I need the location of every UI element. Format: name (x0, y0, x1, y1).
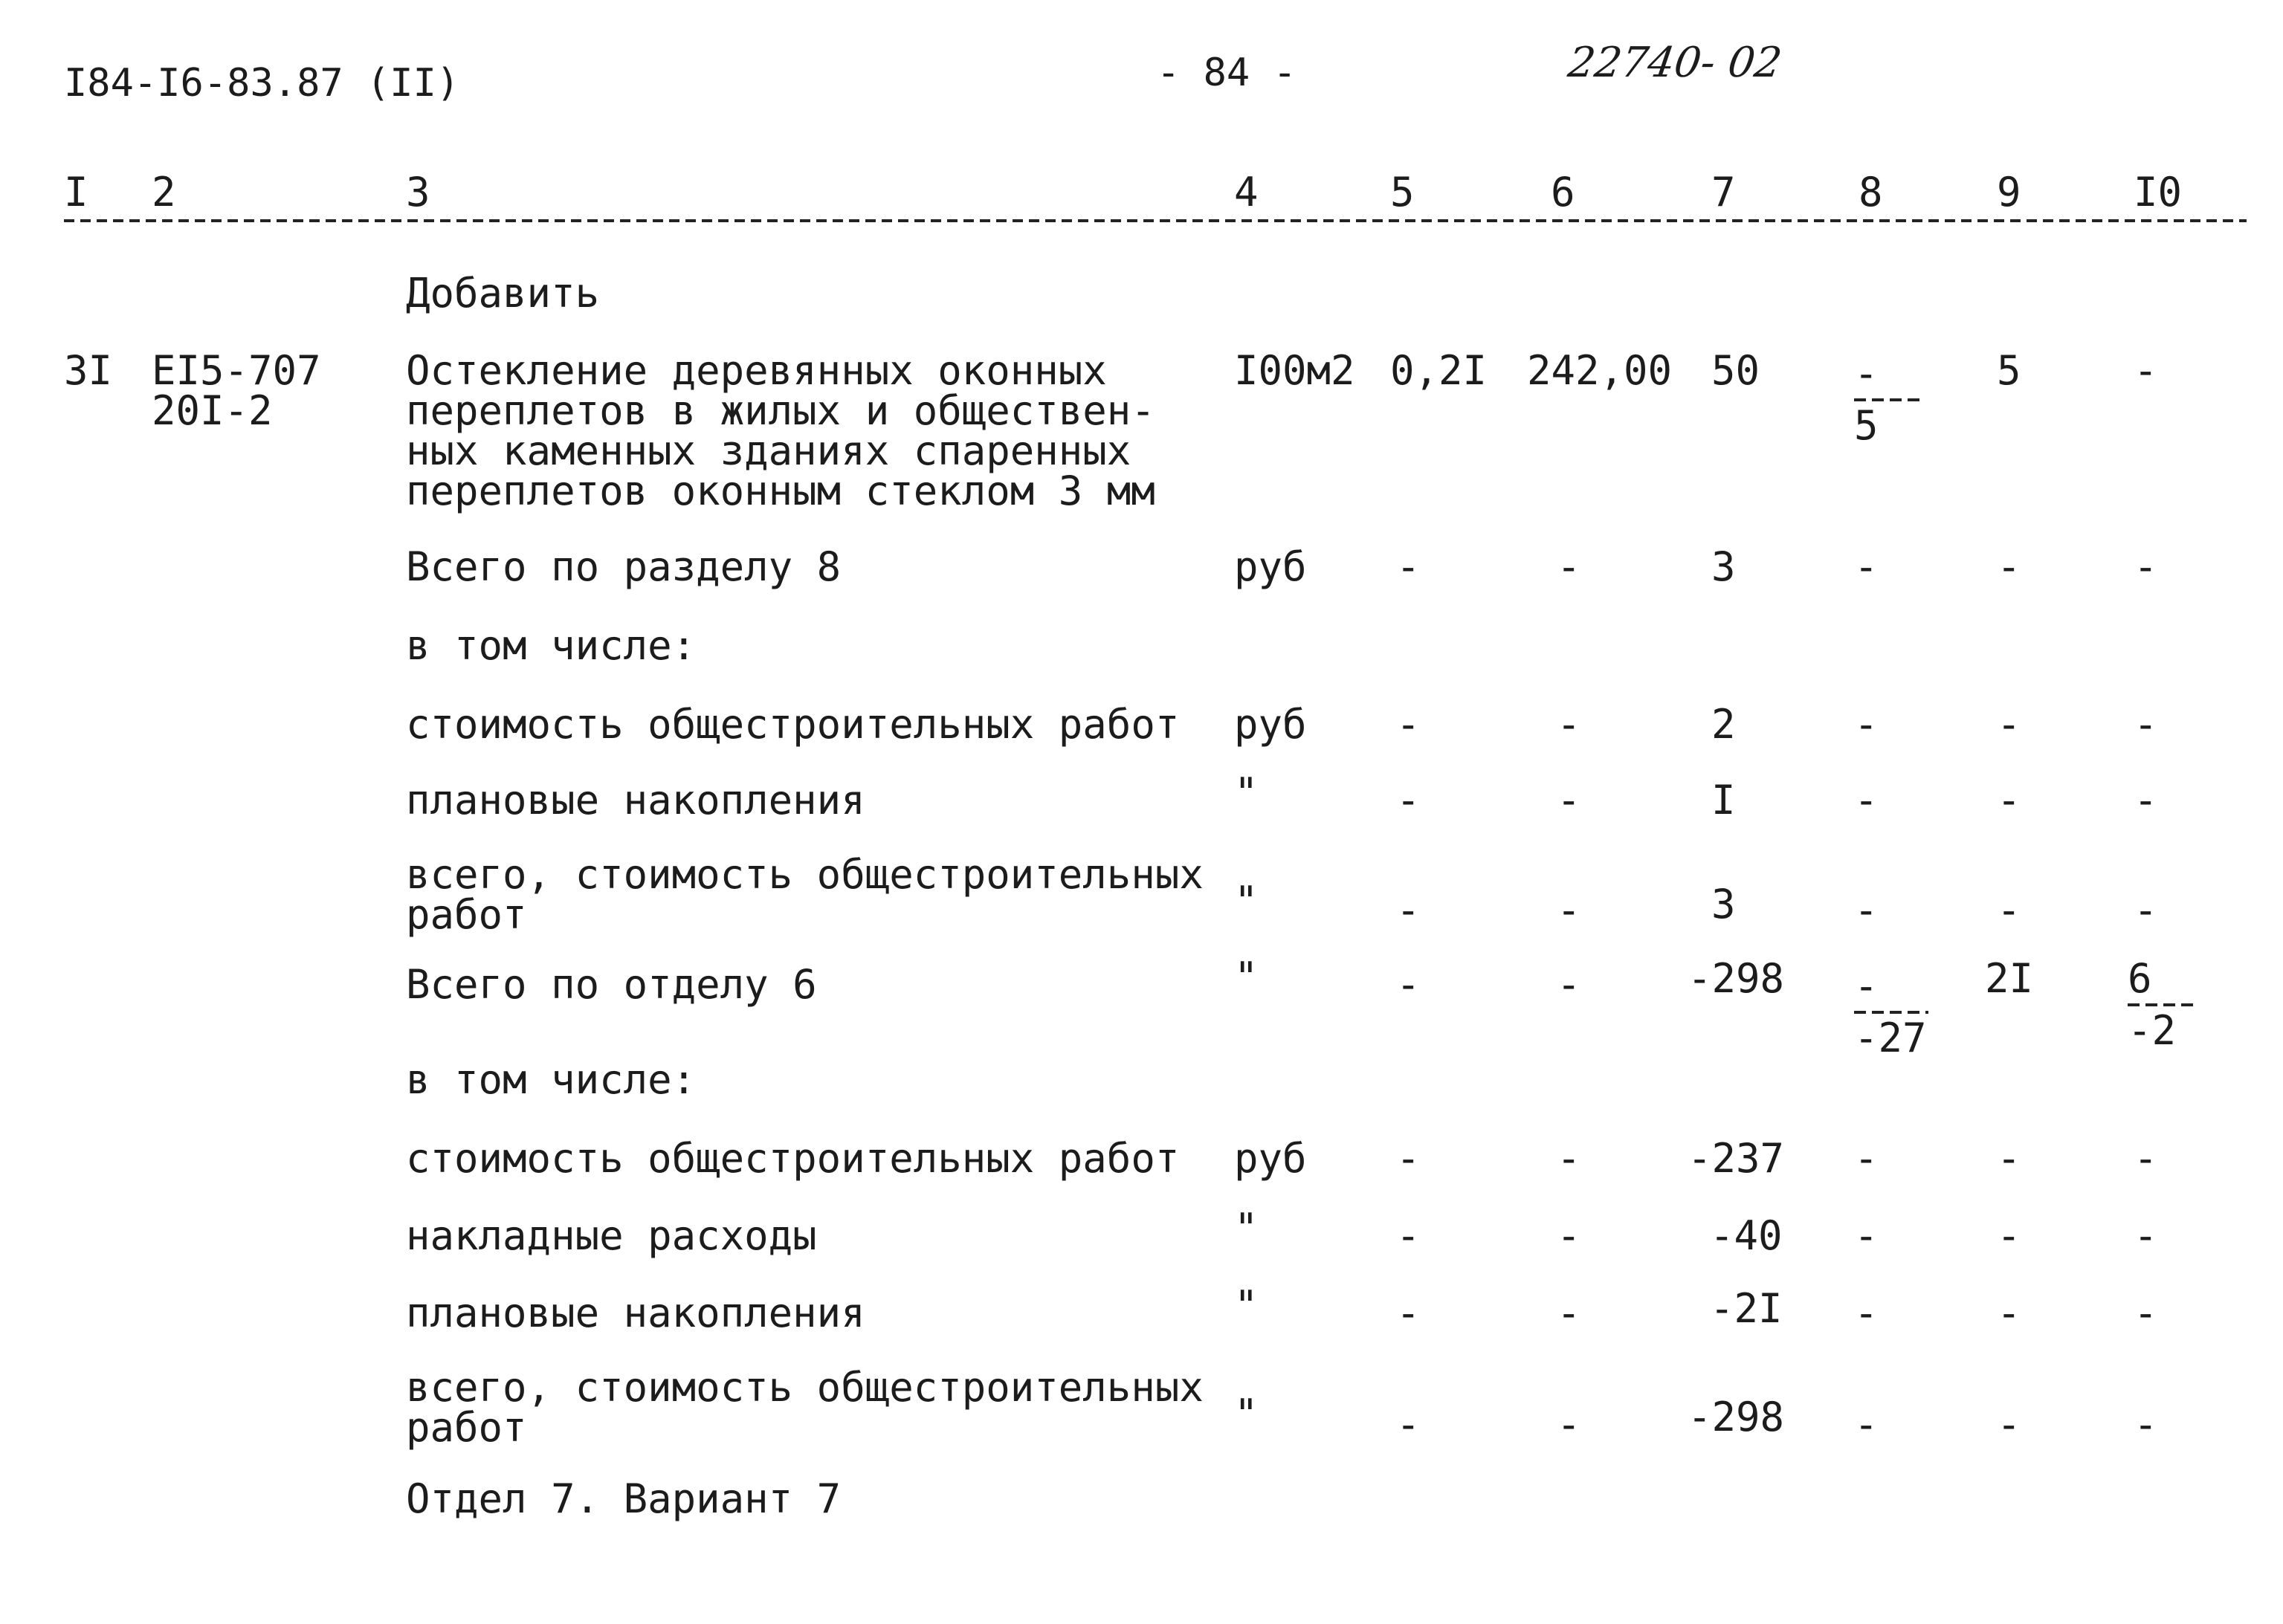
rate-code: EI5-707 (152, 347, 321, 394)
column-header-2: 2 (152, 169, 176, 216)
column-header-3: 3 (406, 169, 430, 216)
fraction-bar (1854, 1011, 1928, 1014)
column-10-value: - (2134, 887, 2158, 934)
column-9-value: - (1997, 887, 2021, 934)
column-8-value: - (1854, 887, 1879, 934)
column-header-8: 8 (1859, 169, 1883, 216)
column-5-value: - (1396, 1290, 1421, 1336)
row-label: всего, стоимость общестроительных (406, 1364, 1204, 1411)
column-header-7: 7 (1711, 169, 1736, 216)
column-9-value: - (1997, 543, 2021, 590)
total-cost: -298 (1688, 1394, 1785, 1440)
unit: руб (1234, 543, 1307, 590)
column-10-value: - (2134, 347, 2158, 394)
row-label: всего, стоимость общестроительных (406, 851, 1204, 898)
column-6-value: - (1557, 1290, 1581, 1336)
column-10-value: - (2134, 1401, 2158, 1448)
column-5-value: - (1396, 961, 1421, 1008)
total-cost: I (1711, 777, 1736, 824)
column-header-10: I0 (2134, 169, 2183, 216)
quantity: 0,2I (1390, 347, 1488, 394)
column-9-value: - (1997, 1135, 2021, 1182)
row-label: накладные расходы (406, 1212, 817, 1259)
column-10-value: - (2134, 701, 2158, 748)
fraction-bar (1854, 398, 1921, 401)
total-cost: -2I (1710, 1285, 1783, 1332)
column-8-value: - (1854, 1212, 1879, 1259)
column-9-value: 5 (1997, 347, 2021, 394)
column-10-value: - (2134, 1290, 2158, 1336)
column-9-value: - (1997, 1212, 2021, 1259)
column-10-value: - (2134, 543, 2158, 590)
section-heading: Отдел 7. Вариант 7 (406, 1475, 842, 1522)
column-5-value: - (1396, 1135, 1421, 1182)
column-header-9: 9 (1997, 169, 2021, 216)
row-label: плановые накопления (406, 777, 865, 824)
total-cost: 2 (1711, 701, 1736, 748)
fraction-bottom: -2 (2128, 1007, 2177, 1054)
row-label: работ (406, 1404, 527, 1451)
column-5-value: - (1396, 543, 1421, 590)
page-number: - 84 - (1157, 51, 1297, 95)
ditto-mark: " (1234, 1205, 1259, 1252)
column-5-value: - (1396, 777, 1421, 824)
ditto-mark: " (1234, 769, 1259, 816)
fraction-top: - (1854, 350, 1879, 397)
column-6-value: - (1557, 1212, 1581, 1259)
rate-code: 20I-2 (152, 387, 273, 434)
column-5-value: - (1396, 1212, 1421, 1259)
row-label: Всего по разделу 8 (406, 543, 842, 590)
column-8-value: - (1854, 777, 1879, 824)
row-label: в том числе: (406, 1056, 697, 1103)
fraction-value (2128, 955, 2195, 1054)
fraction-top: 6 (2128, 955, 2152, 1002)
document-code: I84-I6-83.87 (II) (64, 61, 460, 106)
fraction-value (1854, 350, 1921, 449)
row-label: стоимость общестроительных работ (406, 1135, 1180, 1182)
unit-price: 242,00 (1527, 347, 1673, 394)
row-label: Всего по отделу 6 (406, 961, 817, 1008)
column-10-value: - (2134, 777, 2158, 824)
row-label: работ (406, 891, 527, 938)
fraction-bottom: 5 (1854, 402, 1879, 449)
column-6-value: - (1557, 1401, 1581, 1448)
total-cost: 3 (1711, 543, 1736, 590)
column-6-value: - (1557, 961, 1581, 1008)
column-5-value: - (1396, 1401, 1421, 1448)
column-header-4: 4 (1234, 169, 1259, 216)
fraction-bar (2128, 1003, 2195, 1006)
row-label: плановые накопления (406, 1290, 865, 1336)
column-header-6: 6 (1551, 169, 1575, 216)
header-divider (64, 219, 2247, 222)
column-8-value: - (1854, 1401, 1879, 1448)
column-9-value: 2I (1985, 955, 2034, 1002)
column-10-value: - (2134, 1135, 2158, 1182)
column-6-value: - (1557, 777, 1581, 824)
total-cost: -40 (1710, 1212, 1783, 1259)
work-description: Остекление деревянных оконных (406, 347, 1107, 394)
column-header-1: I (64, 169, 88, 216)
work-description: ных каменных зданиях спаренных (406, 427, 1131, 474)
unit: руб (1234, 701, 1307, 748)
column-8-value: - (1854, 1290, 1879, 1336)
column-6-value: - (1557, 1135, 1581, 1182)
column-6-value: - (1557, 887, 1581, 934)
column-6-value: - (1557, 543, 1581, 590)
column-8-value: - (1854, 701, 1879, 748)
column-6-value: - (1557, 701, 1581, 748)
unit: руб (1234, 1135, 1307, 1182)
row-number: 3I (64, 347, 113, 394)
column-9-value: - (1997, 1290, 2021, 1336)
total-cost: 50 (1711, 347, 1760, 394)
fraction-top: - (1854, 963, 1879, 1009)
column-10-value: - (2134, 1212, 2158, 1259)
ditto-mark: " (1234, 1282, 1259, 1329)
column-9-value: - (1997, 777, 2021, 824)
column-9-value: - (1997, 701, 2021, 748)
column-8-value: - (1854, 1135, 1879, 1182)
row-label: стоимость общестроительных работ (406, 701, 1180, 748)
work-description: переплетов оконным стеклом 3 мм (406, 468, 1155, 514)
column-5-value: - (1396, 887, 1421, 934)
work-description: переплетов в жилых и обществен- (406, 387, 1155, 434)
column-header-5: 5 (1390, 169, 1415, 216)
fraction-value (1854, 963, 1928, 1061)
handwritten-number: 22740- 02 (1565, 39, 1785, 87)
total-cost: 3 (1711, 881, 1736, 928)
total-cost: -298 (1688, 955, 1785, 1002)
column-8-value: - (1854, 543, 1879, 590)
ditto-mark: " (1234, 1391, 1259, 1437)
fraction-bottom: -27 (1854, 1015, 1927, 1061)
row-label: в том числе: (406, 622, 697, 669)
column-9-value: - (1997, 1401, 2021, 1448)
column-5-value: - (1396, 701, 1421, 748)
ditto-mark: " (1234, 878, 1259, 925)
section-label-add: Добавить (406, 270, 600, 317)
total-cost: -237 (1688, 1135, 1785, 1182)
unit: I00м2 (1234, 347, 1355, 394)
ditto-mark: " (1234, 954, 1259, 1000)
